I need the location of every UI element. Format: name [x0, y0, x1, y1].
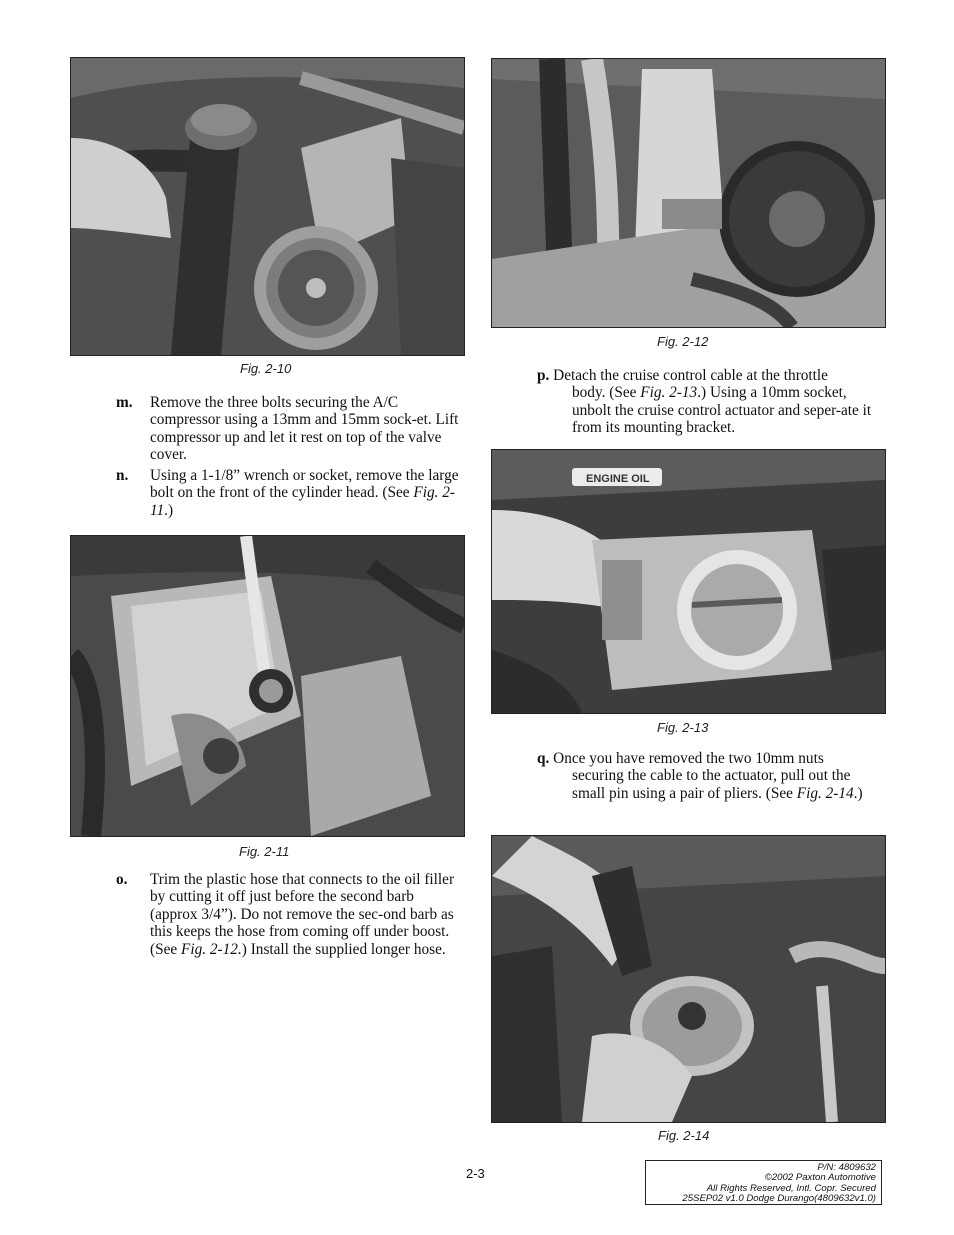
step-q-text: securing the cable to the actuator, pull out the small pin using a pair of pliers. (See Fig. 2-14.) [572, 767, 863, 802]
step-q [537, 750, 887, 802]
step-n-text: Using a 1-1/8” wrench or socket, remove the large bolt on the front of the cylinder head. (See Fig. 2-11.) [150, 467, 459, 519]
step-p-text: body. (See Fig. 2-13.) Using a 10mm socket, unbolt the cruise control actuator and seper-ate it from its mounting bracket. [572, 384, 872, 437]
engine-oil-label: ENGINE OIL [586, 473, 650, 485]
figure-2-10-caption: Fig. 2-10 [240, 361, 292, 376]
step-p-line1: Detach the cruise control cable at the throttle [553, 367, 828, 384]
step-n-letter: n. [116, 467, 129, 484]
figure-2-12-caption: Fig. 2-12 [657, 334, 709, 349]
step-p-fig-ref: Fig. 2-13 [640, 384, 698, 402]
step-q-line1: Once you have removed the two 10mm nuts [553, 750, 824, 767]
figure-2-13-caption: Fig. 2-13 [657, 720, 709, 735]
step-m-letter: m. [116, 394, 133, 411]
page-number: 2-3 [466, 1166, 485, 1181]
step-o-text: Trim the plastic hose that connects to the oil filler by cutting it off just before the second barb (approx 3/4”). Do not remove the sec-ond barb as this keeps the hose from coming off under boost. (See Fig. 2-12.) Install the supplied longer hose. [150, 871, 455, 958]
rights-line: All Rights Reserved, Intl. Copr. Secured [706, 1182, 876, 1194]
figure-2-11-caption: Fig. 2-11 [239, 844, 290, 859]
step-q-letter: q. [537, 750, 550, 767]
copyright-box [645, 1160, 882, 1205]
figure-2-12-photo [491, 58, 886, 328]
step-o [116, 871, 464, 958]
step-q-fig-ref: Fig. 2-14 [796, 784, 854, 802]
step-o-fig-ref: Fig. 2-12. [181, 940, 242, 958]
copyright-line: ©2002 Paxton Automotive [764, 1172, 876, 1184]
figure-2-14-photo [491, 835, 886, 1123]
version-line: 25SEP02 v1.0 Dodge Durango(4809632v1.0) [682, 1193, 876, 1205]
step-m-text: Remove the three bolts securing the A/C compressor using a 13mm and 15mm sock-et. Lift compressor up and let it rest on top of the valve cover. [150, 394, 459, 464]
figure-2-14-caption: Fig. 2-14 [658, 1128, 710, 1143]
part-number: P/N: 4809632 [817, 1162, 876, 1173]
step-p-letter: p. [537, 367, 550, 384]
figure-2-10-photo [70, 57, 465, 356]
step-o-letter: o. [116, 871, 128, 888]
step-n-fig-ref: Fig. 2-11 [150, 484, 456, 519]
figure-2-13-photo [491, 449, 886, 714]
step-n [116, 467, 464, 519]
figure-2-11-photo [70, 535, 465, 837]
step-m [116, 394, 464, 464]
step-p [537, 367, 887, 437]
